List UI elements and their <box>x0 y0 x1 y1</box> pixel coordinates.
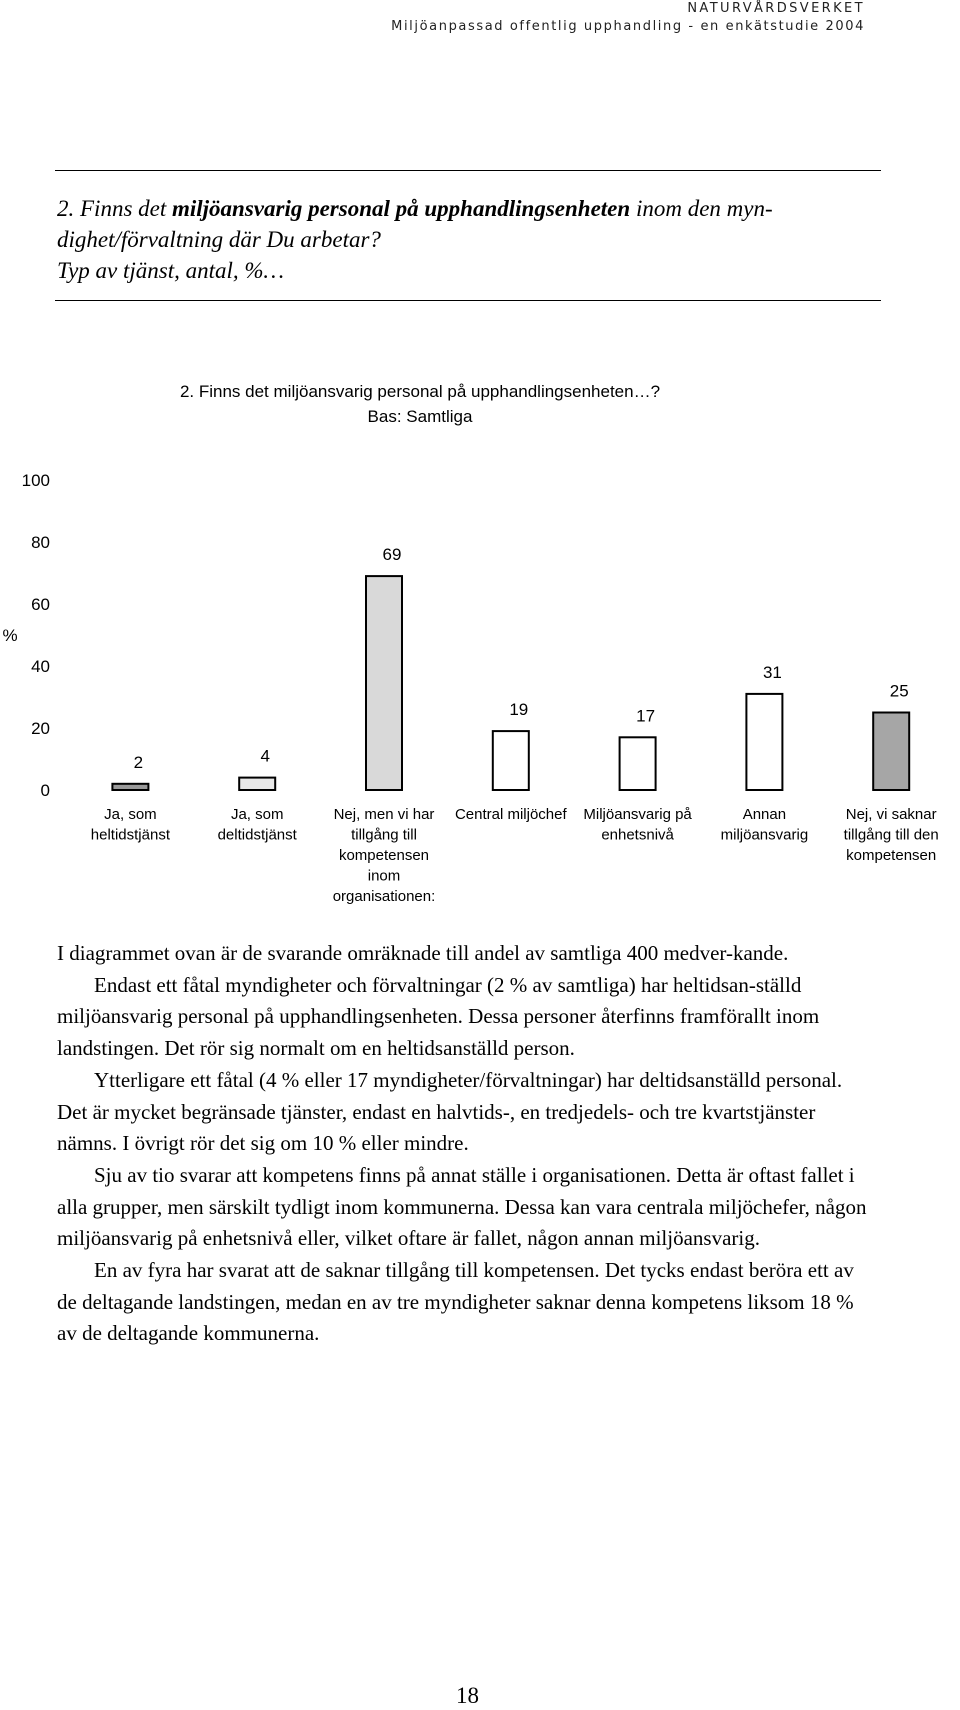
x-tick-label: kompetensen <box>846 847 937 864</box>
x-tick-label: tillgång till den <box>843 826 939 844</box>
x-tick-label: Nej, men vi har <box>333 806 435 823</box>
x-tick-label: Ja, som <box>230 806 284 823</box>
x-tick-label: Annan <box>742 806 787 823</box>
bar <box>112 784 148 790</box>
x-tick-label: heltidstjänst <box>90 826 171 844</box>
x-tick-label: deltidstjänst <box>217 826 297 844</box>
paragraph-2: Endast ett fåtal myndigheter och förvaltningar (2 % av samtliga) har heltidsan-ställd miljöansvarig personal på upphandlingsenheten. Dessa personer återfinns framförallt inom landstingen. Det rör sig normalt om en heltidsanställd person. <box>57 972 820 1061</box>
x-tick-label: Ja, som <box>104 806 157 823</box>
question-text-bold: miljöansvarig personal på upphandlingsenheten <box>172 196 631 221</box>
chart-subtitle: Bas: Samtliga <box>367 407 473 426</box>
bar-value-label: 4 <box>260 746 270 766</box>
bar <box>873 713 909 791</box>
question-line-2: dighet/förvaltning där Du arbetar? <box>57 227 381 252</box>
bar <box>239 778 275 790</box>
x-tick-label: tillgång till <box>351 826 417 844</box>
y-tick-label: 80 <box>31 533 50 552</box>
bar-value-label: 31 <box>762 662 782 682</box>
page-header <box>391 0 865 36</box>
y-tick-label: 40 <box>31 657 50 676</box>
x-tick-label: organisationen: <box>332 888 436 905</box>
bottom-rule <box>55 300 881 301</box>
bar-value-label: 69 <box>382 545 402 565</box>
body-text <box>57 938 877 1350</box>
question-heading <box>57 193 857 286</box>
y-tick-label: 60 <box>31 595 50 614</box>
x-tick-label: Miljöansvarig på <box>583 806 692 823</box>
top-rule <box>55 170 881 171</box>
x-tick-label: miljöansvarig <box>720 826 809 844</box>
bar-value-label: 2 <box>133 752 144 772</box>
bar <box>746 694 782 790</box>
bar-chart <box>0 360 960 920</box>
bar-value-label: 17 <box>636 706 656 726</box>
x-tick-label: kompetensen <box>338 847 430 864</box>
x-tick-label: enhetsnivå <box>601 826 674 844</box>
x-tick-label: Central miljöchef <box>454 806 567 823</box>
y-tick-label: 100 <box>21 471 50 490</box>
page-number: 18 <box>456 1683 479 1708</box>
question-line-3: Typ av tjänst, antal, %… <box>57 258 285 283</box>
paragraph-1: I diagrammet ovan är de svarande omräknade till andel av samtliga 400 medver-kande. <box>57 941 789 965</box>
paragraph-4: Sju av tio svarar att kompetens finns på annat ställe i organisationen. Detta är oftast fallet i alla grupper, men särskilt tydligt inom kommunerna. Dessa kan vara centrala miljöchefer, någon miljöansvarig på enhetsnivå eller, vilket oftare är fallet, någon annan miljöansvarig. <box>57 1162 867 1251</box>
bar <box>620 737 656 790</box>
paragraph-3: Ytterligare ett fåtal (4 % eller 17 myndigheter/förvaltningar) har deltidsanställd personal. Det är mycket begränsade tjänster, endast en halvtids-, en tredjedels- och tre kvartstjänster nämns. I övrigt rör det sig om 10 % eller mindre. <box>57 1067 843 1156</box>
question-text-c: inom den myn- <box>630 196 773 221</box>
question-line-1 <box>57 193 857 224</box>
y-axis-label: % <box>2 626 18 645</box>
x-tick-label: inom <box>367 867 401 885</box>
bar <box>366 576 402 790</box>
bar-value-label: 25 <box>889 681 909 701</box>
bar <box>493 731 529 790</box>
bar-value-label: 19 <box>509 700 529 720</box>
chart-title: 2. Finns det miljöansvarig personal på upphandlingsenheten…? <box>179 382 661 401</box>
header-report-title: Miljöanpassad offentlig upphandling - en enkätstudie 2004 <box>391 19 865 34</box>
paragraph-5: En av fyra har svarat att de saknar tillgång till kompetensen. Det tycks endast beröra ett av de deltagande landstingen, medan en av tre myndigheter saknar denna kompetens liksom 18 % av de deltagande kommunerna. <box>57 1258 854 1346</box>
y-tick-label: 0 <box>40 781 50 800</box>
question-text-a: 2. Finns det <box>57 196 172 221</box>
y-tick-label: 20 <box>31 719 50 738</box>
header-org: NATURVÅRDSVERKET <box>687 1 865 16</box>
x-tick-label: Nej, vi saknar <box>845 806 937 823</box>
